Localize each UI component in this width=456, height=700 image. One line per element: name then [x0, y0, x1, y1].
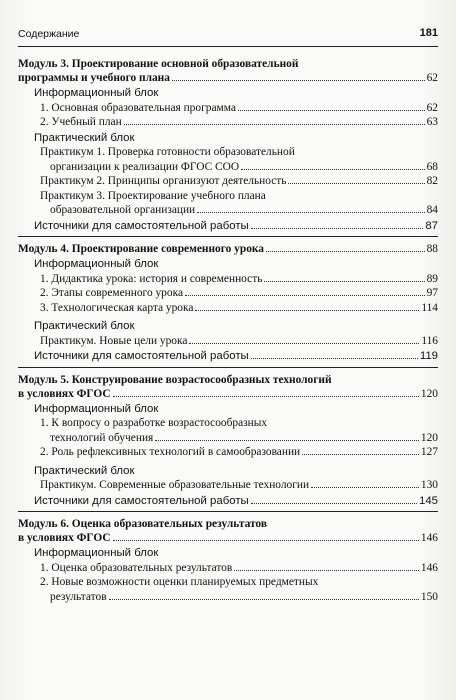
module-title: Модуль 6. Оценка образовательных результатов	[18, 518, 267, 530]
page-ref: 97	[426, 287, 438, 299]
page-ref: 120	[420, 387, 438, 400]
leader-dots	[288, 183, 424, 184]
toc-module-5	[18, 368, 438, 513]
page-ref: 120	[420, 431, 438, 444]
toc-entry	[40, 115, 438, 130]
page-ref: 145	[418, 494, 438, 507]
practice-block-label: Практический блок	[34, 320, 135, 332]
leader-dots	[172, 80, 425, 81]
toc-entry	[40, 272, 438, 287]
page-ref: 87	[425, 219, 438, 232]
toc-entry	[34, 349, 438, 364]
leader-dots	[241, 169, 425, 170]
page-ref: 88	[426, 243, 438, 255]
leader-dots	[251, 503, 417, 504]
entry-text: 1. Оценка образовательных результатов	[40, 561, 233, 574]
page-ref: 130	[420, 479, 438, 491]
leader-dots	[124, 124, 425, 125]
page-ref: 114	[421, 301, 438, 314]
toc-entry	[40, 174, 438, 189]
entry-text: 2. Этапы современного урока	[40, 287, 183, 299]
toc-entry	[34, 219, 438, 234]
toc-entry	[18, 387, 438, 401]
entry-text: Практикум. Современные образовательные технологии	[40, 479, 310, 491]
leader-dots	[189, 343, 419, 344]
page-ref: 62	[426, 72, 438, 84]
toc-module-4	[18, 237, 438, 368]
entry-text: Практикум 1. Проверка готовности образовательной	[40, 146, 295, 158]
table-of-contents	[18, 57, 438, 700]
entry-text: 2. Новые возможности оценки планируемых предметных	[40, 576, 319, 588]
info-block-label: Информационный блок	[34, 547, 159, 559]
leader-dots	[109, 599, 419, 600]
entry-text: Практикум. Новые цели урока	[40, 334, 188, 347]
info-block-label: Информационный блок	[34, 258, 159, 270]
entry-text: результатов	[50, 590, 107, 603]
toc-entry	[40, 334, 438, 349]
toc-entry	[40, 286, 438, 301]
page-ref: 119	[419, 350, 438, 362]
leader-dots	[155, 440, 419, 441]
leader-dots	[311, 487, 419, 488]
toc-entry	[18, 242, 438, 256]
entry-text: 2. Роль рефлексивных технологий в самообразовании	[40, 446, 301, 458]
page-ref: 146	[420, 532, 438, 544]
entry-text: 1. Дидактика урока: история и современность	[40, 272, 263, 285]
toc-entry	[50, 203, 438, 218]
page-ref: 89	[426, 272, 438, 285]
page-ref: 84	[426, 204, 438, 216]
sources-label: Источники для самостоятельной работы	[34, 219, 249, 232]
toc-entry	[50, 160, 438, 175]
page-ref: 68	[426, 160, 438, 173]
toc-module-6	[18, 512, 438, 607]
module-title: Модуль 4. Проектирование современного урока	[18, 243, 264, 255]
leader-dots	[251, 228, 424, 229]
entry-text: Практикум 2. Принципы организуют деятельность	[40, 175, 287, 187]
leader-dots	[238, 110, 425, 111]
page-ref: 116	[421, 334, 438, 347]
entry-text: 1. К вопросу о разработке возрастосообразных	[40, 417, 268, 429]
sources-label: Источники для самостоятельной работы	[34, 350, 249, 362]
header-section-title: Содержание	[18, 28, 80, 40]
module-title: Модуль 5. Конструирование возрастосообразных технологий	[18, 373, 332, 386]
header-page-number: 181	[419, 27, 438, 39]
module-title: Модуль 3. Проектирование основной образовательной	[18, 58, 299, 70]
entry-text: Практикум 3. Проектирование учебного плана	[40, 189, 266, 202]
toc-entry	[40, 561, 438, 576]
module-title-cont: программы и учебного плана	[18, 72, 170, 84]
entry-text: образовательной организации	[50, 204, 196, 216]
page-ref: 82	[426, 175, 438, 187]
toc-entry	[18, 531, 438, 545]
leader-dots	[113, 396, 419, 397]
toc-entry	[18, 71, 438, 85]
page-ref: 63	[426, 116, 438, 128]
running-header	[18, 26, 438, 47]
entry-text: технологий обучения	[50, 431, 154, 444]
info-block-label: Информационный блок	[34, 87, 159, 99]
page-ref: 146	[420, 561, 438, 574]
entry-text: 1. Основная образовательная программа	[40, 101, 236, 114]
entry-text: 3. Технологическая карта урока	[40, 301, 194, 314]
toc-module-3	[18, 57, 438, 237]
entry-text: организации к реализации ФГОС СОО	[50, 160, 240, 173]
module-title-cont: в условиях ФГОС	[18, 532, 111, 544]
page-ref: 127	[420, 446, 438, 458]
leader-dots	[251, 358, 418, 359]
leader-dots	[266, 251, 425, 252]
leader-dots	[197, 212, 424, 213]
leader-dots	[195, 310, 419, 311]
practice-block-label: Практический блок	[34, 131, 135, 144]
toc-entry	[40, 301, 438, 316]
page-ref: 150	[420, 590, 438, 603]
toc-entry	[50, 590, 438, 605]
toc-entry	[40, 101, 438, 116]
toc-entry	[50, 431, 438, 446]
page-ref: 62	[426, 101, 438, 114]
toc-entry	[34, 494, 438, 509]
practice-block-label: Практический блок	[34, 464, 135, 477]
sources-label: Источники для самостоятельной работы	[34, 494, 249, 507]
entry-text: 2. Учебный план	[40, 116, 122, 128]
leader-dots	[185, 295, 425, 296]
toc-entry	[40, 445, 438, 460]
leader-dots	[113, 540, 419, 541]
info-block-label: Информационный блок	[34, 402, 159, 415]
leader-dots	[234, 570, 419, 571]
leader-dots	[302, 454, 419, 455]
toc-entry	[40, 478, 438, 493]
module-title-cont: в условиях ФГОС	[18, 387, 111, 400]
leader-dots	[264, 281, 424, 282]
